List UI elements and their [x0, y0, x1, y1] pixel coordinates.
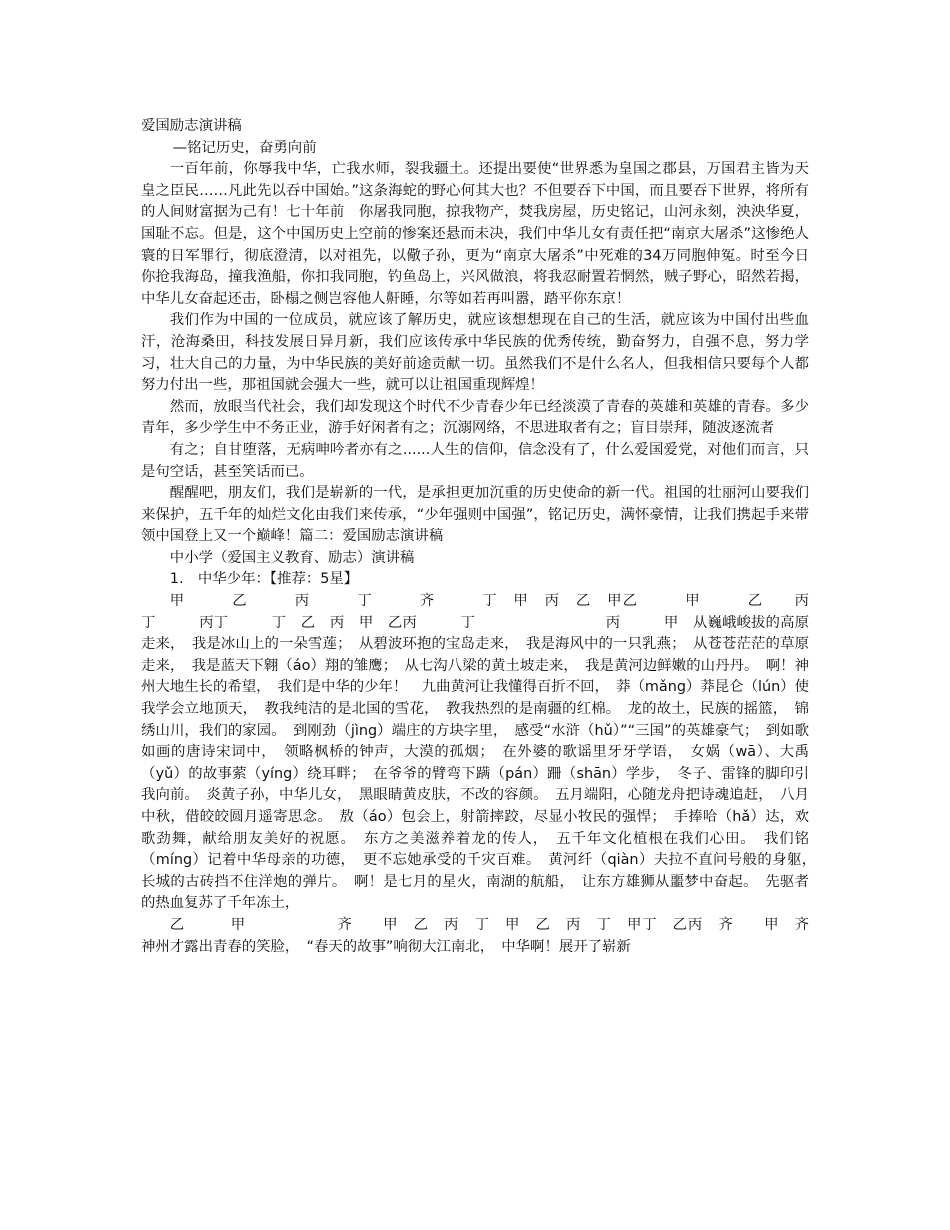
paragraph-5: 醒醒吧，朋友们，我们是崭新的一代，是承担更加沉重的历史使命的新一代。祖国的壮丽河山要我们来保护，五千年的灿烂文化由我们来传承，“少年强则中国强”，铭记历史，满怀豪情，让我们携起手来带领中国登上又一个巅峰！篇二：爱国励志演讲稿	[141, 485, 809, 545]
paragraph-1: 一百年前，你辱我中华，亡我水师，裂我疆土。还提出要使“世界悉为皇国之郡县，万国君主皆为天皇之臣民……凡此先以吞中国始。”这条海蛇的野心何其大也？不但要吞下中国，而且要吞下世界，将所有的人间财富据为己有！七十年前 你屠我同胞，掠我物产，焚我房屋，历史铭记，山河永刻，泱泱华夏，国耻不忘。但是，这个中国历史上空前的惨案还悬而未决，我们中华儿女有责任把“南京大屠杀”这惨绝人寰的日军罪行，彻底澄清，以对祖先，以儆子孙，更为“南京大屠杀”中死难的34万同胞伸冤。时至今日 你抢我海岛，撞我渔船，你扣我同胞，钓鱼岛上，兴风做浪，将我忍耐置若惘然，贼子野心，昭然若揭，中华儿女奋起还击，卧榻之侧岂容他人鼾睡，尔等如若再叫嚣，踏平你东京！	[141, 161, 824, 307]
document-page	[141, 116, 853, 958]
section-heading: 1. 中华少年：【推荐：5星】	[169, 571, 359, 588]
poem-paragraph-1: 甲 乙 丙 丁 齐 丁 甲 丙 乙 甲乙 甲 乙 丙 丁 丙丁 丁 乙 丙 甲 乙丙 丁 丙 甲 从巍峨峻拔的高原走来， 我是冰山上的一朵雪莲； 从碧波环抱的宝岛走来， 我是海风中的一只乳燕； 从苍苍茫茫的草原走来， 我是蓝天下翱（áo）翔的雏鹰； 从七沟八梁的黄土坡走来， 我是黄河边鲜嫩的山丹丹。 啊！神州大地生长的希望， 我们是中华的少年！ 九曲黄河让我懂得百折不回， 莽（mǎng）莽昆仑（lún）使我学会立地顶天， 教我纯洁的是北国的雪花， 教我热烈的是南疆的红棉。 龙的故土，民族的摇篮， 锦绣山川，我们的家园。 到刚劲（jìng）端庄的方块字里， 感受“水浒（hǔ）”“三国”的英雄豪气； 到如歌如画的唐诗宋词中， 领略枫桥的钟声，大漠的孤烟； 在外婆的歌谣里牙牙学语， 女娲（wā）、大禹（yǔ）的故事萦（yíng）绕耳畔； 在爷爷的臂弯下蹒（pán）跚（shān）学步， 冬子、雷锋的脚印引我向前。 炎黄子孙，中华儿女， 黑眼睛黄皮肤，不改的容颜。 五月端阳，心随龙舟把诗魂追赶， 八月中秋，借皎皎圆月遥寄思念。 敖（áo）包会上，射箭摔跤，尽显小牧民的强悍； 手捧哈（hǎ）达，欢歌劲舞，献给朋友美好的祝愿。 东方之美滋养着龙的传人， 五千年文化植根在我们心田。 我们铭（míng）记着中华母亲的功德， 更不忘她承受的千灾百难。 黄河纤（qiàn）夫拉不直问号般的身躯， 长城的古砖挡不住洋炮的弹片。 啊！是七月的星火，南湖的航船， 让东方雄狮从噩梦中奋起。 先驱者的热血复苏了千年冻土，	[141, 593, 853, 912]
poem-paragraph-2: 乙 甲 齐 甲 乙 丙 丁 甲 乙 丙 丁 甲丁 乙丙 齐 甲 齐 神州才露出青春的笑脸， “春天的故事”响彻大江南北， 中华啊！展开了崭新	[141, 916, 853, 955]
paragraph-3: 然而，放眼当代社会，我们却发现这个时代不少青春少年已经淡漠了青春的英雄和英雄的青春。多少青年，多少学生中不务正业，游手好闲者有之；沉溺网络，不思进取者有之；盲目崇拜，随波逐流者	[141, 398, 809, 437]
document-title: 爱国励志演讲稿	[141, 118, 242, 134]
paragraph-2: 我们作为中国的一位成员，就应该了解历史，就应该想想现在自己的生活，就应该为中国付出些血汗，沧海桑田，科技发展日异月新，我们应该传承中华民族的优秀传统，勤奋努力，自强不息，努力学习，壮大自己的力量，为中华民族的美好前途贡献一切。虽然我们不是什么名人，但我相信只要每个人都努力付出一些，那祖国就会强大一些，就可以让祖国重现辉煌！	[141, 312, 809, 394]
paragraph-4: 有之；自甘堕落，无病呻吟者亦有之......人生的信仰，信念没有了，什么爱国爱党，对他们而言，只是句空话，甚至笑话而已。	[141, 441, 809, 480]
document-subtitle: —铭记历史，奋勇向前	[172, 139, 317, 156]
paragraph-6: 中小学（爱国主义教育、励志）演讲稿	[169, 549, 415, 566]
